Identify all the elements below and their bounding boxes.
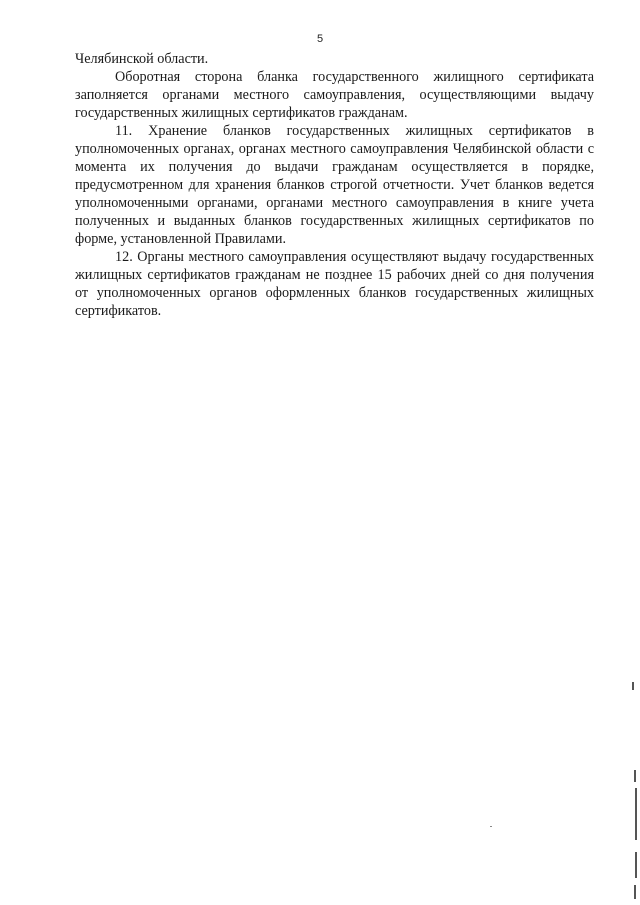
page-number: 5 [316,33,324,45]
scan-edge-mark [635,852,637,878]
scan-edge-mark [634,770,636,782]
paragraph-reverse-side: Оборотная сторона бланка государственного жилищного сертификата заполняется органами местного самоуправления, осуществляющими выдачу государственных жилищных сертификатов гражданам. [75,69,594,121]
scan-edge-mark [632,682,634,690]
scan-speck [490,826,492,827]
scan-edge-mark [634,885,636,899]
paragraph-item-12: 12. Органы местного самоуправления осуществляют выдачу государственных жилищных сертификатов гражданам не позднее 15 рабочих дней со дня получения от уполномоченных органов оформленных бланков государственных жилищных сертификатов. [75,249,594,319]
paragraph-item-11: 11. Хранение бланков государственных жилищных сертификатов в уполномоченных органах, органах местного самоуправления Челябинской области с момента их получения до выдачи гражданам осуществляется в порядке, предусмотренном для хранения бланков строгой отчетности. Учет бланков ведется уполномоченными органами, органами местного самоуправления в книге учета полученных и выданных бланков государственных жилищных сертификатов по форме, установленной Правилами. [75,123,594,247]
paragraph-continuation: Челябинской области. [75,51,209,67]
document-body [75,50,594,320]
scan-edge-mark [635,788,637,840]
